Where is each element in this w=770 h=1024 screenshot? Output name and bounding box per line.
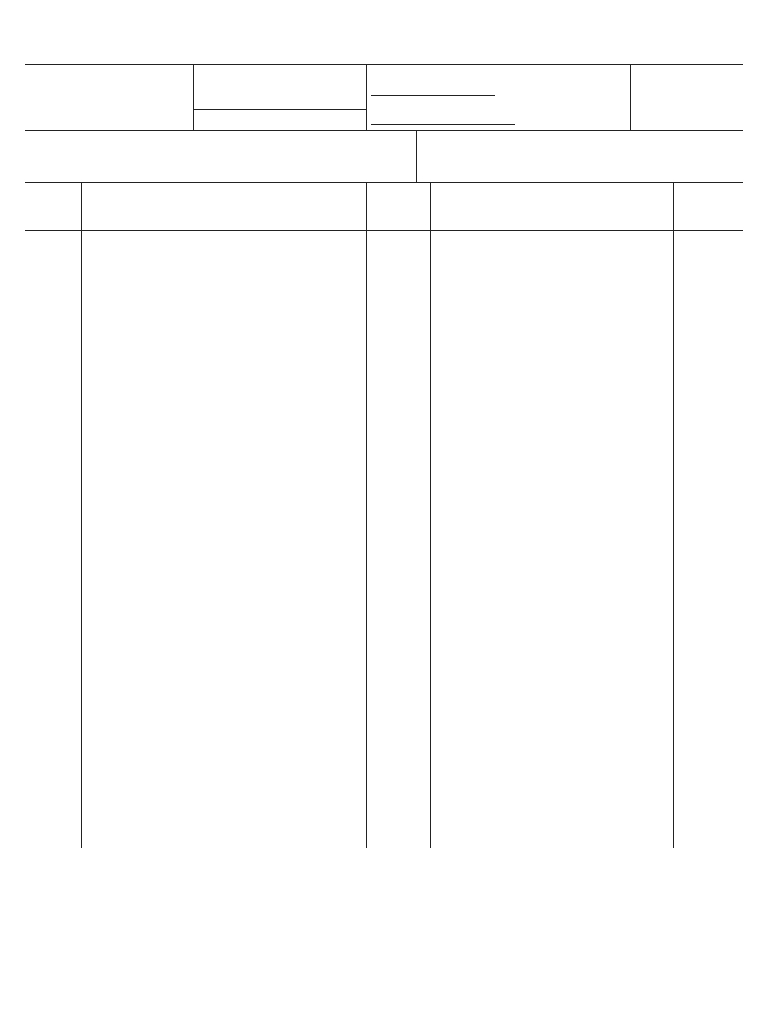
rule xyxy=(25,64,743,65)
rule xyxy=(630,64,631,130)
rule xyxy=(366,64,367,130)
rule xyxy=(25,182,743,183)
building-blank xyxy=(371,87,495,96)
rule xyxy=(193,64,194,130)
rule xyxy=(193,109,366,110)
rule xyxy=(673,182,674,848)
rule xyxy=(430,182,431,848)
rule xyxy=(25,130,743,131)
rule xyxy=(366,182,367,848)
rule xyxy=(81,182,82,848)
rule xyxy=(25,230,743,231)
wing-blank xyxy=(371,116,515,125)
building-field xyxy=(371,85,495,96)
wing-field xyxy=(371,114,515,125)
rule xyxy=(416,130,417,182)
